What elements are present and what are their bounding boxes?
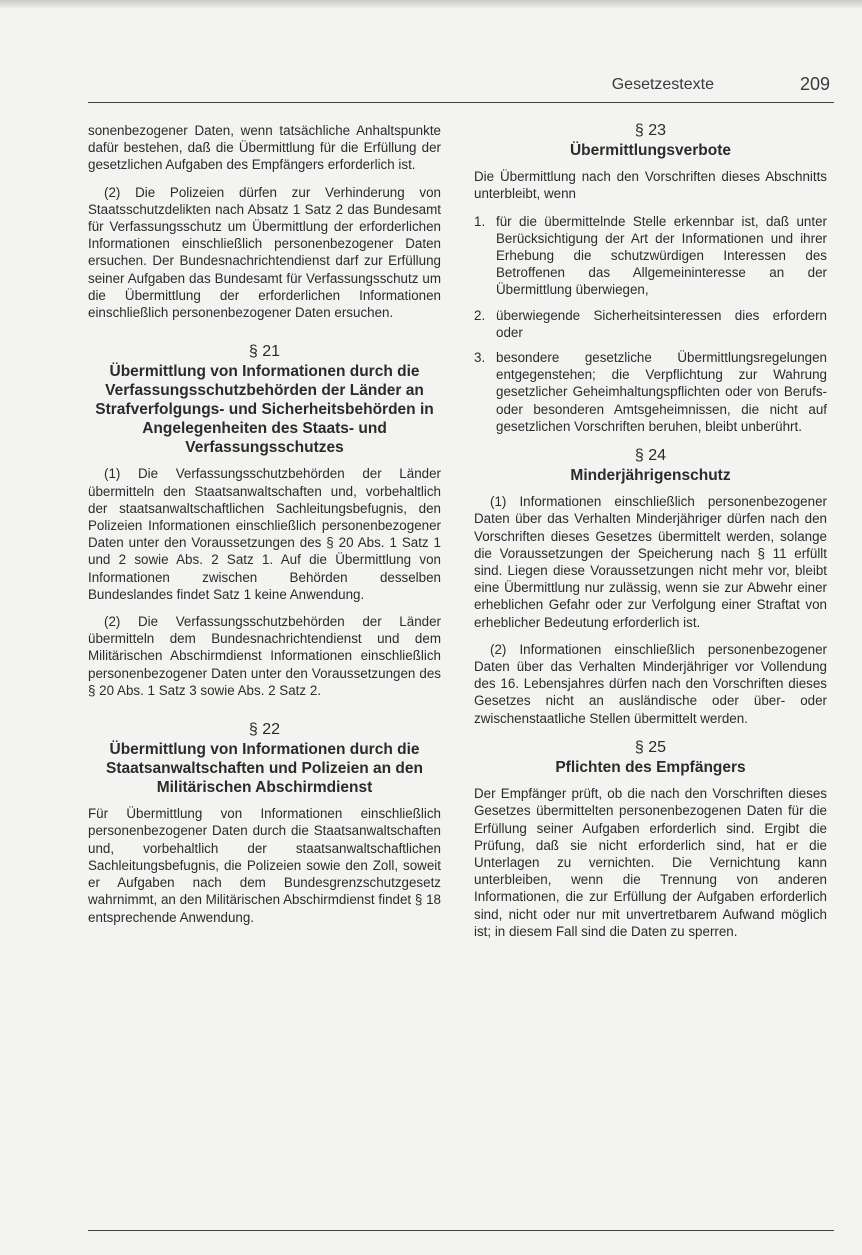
list-item-number: 3. [474, 350, 486, 366]
list-item-text: besondere gesetzliche Übermittlungsregelungen entgegenstehen; die Verpflichtung zur Wahrung gesetzlicher Geheimhaltungspflichten oder von Berufs- oder besonderen Amtsgeheimnissen, die nicht auf gesetzlichen Vorschriften beruhen, bleibt unberührt. [496, 350, 827, 434]
s24-title: Minderjährigenschutz [570, 467, 731, 485]
s22-paragraph: Für Übermittlung von Informationen einschließlich personenbezogener Daten durch die Staatsanwaltschaften und, vorbehaltlich der staatsanwaltschaftlichen Sachleitungsbefugnis, die Polizeien sowie den Zoll, soweit er Aufgaben nach dem Bundesgrenzschutzgesetz wahrnimmt, an den Militärischen Abschirmdienst findet § 18 entsprechende Anwendung. [88, 806, 441, 925]
page-number: 209 [799, 74, 830, 94]
s21-number: § 21 [248, 343, 281, 361]
list-item-number: 1. [474, 213, 486, 229]
s22-number: § 22 [248, 721, 281, 739]
list-item-text: für die übermittelnde Stelle erkennbar ist, daß unter Berücksichtigung der Art der Informationen und ihrer Erhebung die schutzwürdigen Interessen des Betroffenen das Allgemeininteresse an der Übermittlung überwiegen, [496, 213, 827, 298]
list-item-text: überwiegende Sicherheitsinteressen dies erfordern oder [496, 307, 827, 340]
header-rule [88, 102, 834, 103]
s21-title: Übermittlung von Informationen durch die Verfassungsschutzbehörden der Länder an Strafverfolgungs- und Sicherheitsbehörden in Angelegenheiten des Staats- und Verfassungsschutzes [95, 363, 434, 457]
continuation-paragraph: sonenbezogener Daten, wenn tatsächliche Anhaltspunkte dafür bestehen, daß die Übermittlung für die Erfüllung der gesetzlichen Aufgaben des Empfängers erforderlich ist. [88, 123, 441, 173]
list-item [474, 349, 827, 435]
running-title: Gesetzestexte [611, 76, 714, 93]
left-column [88, 122, 441, 936]
list-item-number: 2. [474, 307, 486, 323]
s21-paragraph-1: (1) Die Verfassungsschutzbehörden der Länder übermitteln den Staatsanwaltschaften und, vorbehaltlich der staatsanwaltschaftlichen Sachleitungsbefugnis, den Polizeien Informationen einschließlich personenbezogener Daten unter den Voraussetzungen des § 20 Abs. 1 Satz 1 und 2 sowie Abs. 2 Satz 1. Auf die Übermittlung von Informationen zwischen Behörden desselben Bundeslandes findet Satz 1 keine Anwendung. [88, 466, 441, 602]
s25-title: Pflichten des Empfängers [555, 759, 746, 777]
scan-top-edge [0, 0, 862, 8]
s25-number: § 25 [634, 738, 667, 756]
s25-paragraph: Der Empfänger prüft, ob die nach den Vorschriften dieses Gesetzes übermittelten personenbezogenen Daten für die Erfüllung seiner Aufgaben erforderlich sind. Ergibt die Prüfung, daß sie nicht erforderlich sind, hat er die Unterlagen zu vernichten. Die Vernichtung kann unterbleiben, wenn die Trennung von anderen Informationen, die zur Erfüllung der Aufgaben erforderlich sind, nicht oder nur mit unvertretbarem Aufwand möglich ist; in diesem Fall sind die Daten zu sperren. [474, 786, 827, 939]
s21-paragraph-2: (2) Die Verfassungsschutzbehörden der Länder übermitteln dem Bundesnachrichtendienst und dem Militärischen Abschirmdienst Informationen einschließlich personenbezogener Daten unter den Voraussetzungen des § 20 Abs. 1 Satz 3 sowie Abs. 2 Satz 2. [88, 614, 441, 698]
page-header [88, 72, 834, 102]
s24-number: § 24 [634, 447, 667, 465]
right-column [474, 122, 827, 950]
s23-intro: Die Übermittlung nach den Vorschriften dieses Abschnitts unterbleibt, wenn [474, 169, 827, 202]
list-item [474, 213, 827, 299]
s23-number: § 23 [634, 122, 667, 139]
footer-rule [88, 1230, 834, 1231]
s23-list [474, 213, 827, 435]
s24-paragraph-1: (1) Informationen einschließlich personenbezogener Daten über das Verhalten Minderjähriger dürfen nach den Vorschriften dieses Gesetzes übermittelt werden, solange die Voraussetzungen der Speicherung nach § 11 erfüllt sind. Liegen diese Voraussetzungen nicht mehr vor, bleibt eine Übermittlung nur zulässig, wenn sie zur Abwehr einer erheblichen Gefahr oder zur Verfolgung einer Straftat von erheblicher Bedeutung erforderlich ist. [474, 494, 827, 630]
s24-paragraph-2: (2) Informationen einschließlich personenbezogener Daten über das Verhalten Minderjähriger vor Vollendung des 16. Lebensjahres dürfen nach den Vorschriften dieses Gesetzes nicht an ausländische oder über- oder zwischenstaatliche Stellen übermittelt werden. [474, 641, 827, 726]
s23-title: Übermittlungsverbote [569, 142, 732, 160]
list-item [474, 307, 827, 341]
s20-paragraph-2: (2) Die Polizeien dürfen zur Verhinderung von Staatsschutzdelikten nach Absatz 1 Satz 2 das Bundesamt für Verfassungsschutz um Übermittlung der erforderlichen Informationen einschließlich personenbezogener Daten ersuchen. Der Bundesnachrichtendienst darf zur Erfüllung seiner Aufgaben das Bundesamt für Verfassungsschutz um die Übermittlung der erforderlichen Informationen einschließlich personenbezogener Daten ersuchen. [88, 184, 441, 321]
s22-title: Übermittlung von Informationen durch die Staatsanwaltschaften und Polizeien an den Militärischen Abschirmdienst [106, 741, 423, 797]
